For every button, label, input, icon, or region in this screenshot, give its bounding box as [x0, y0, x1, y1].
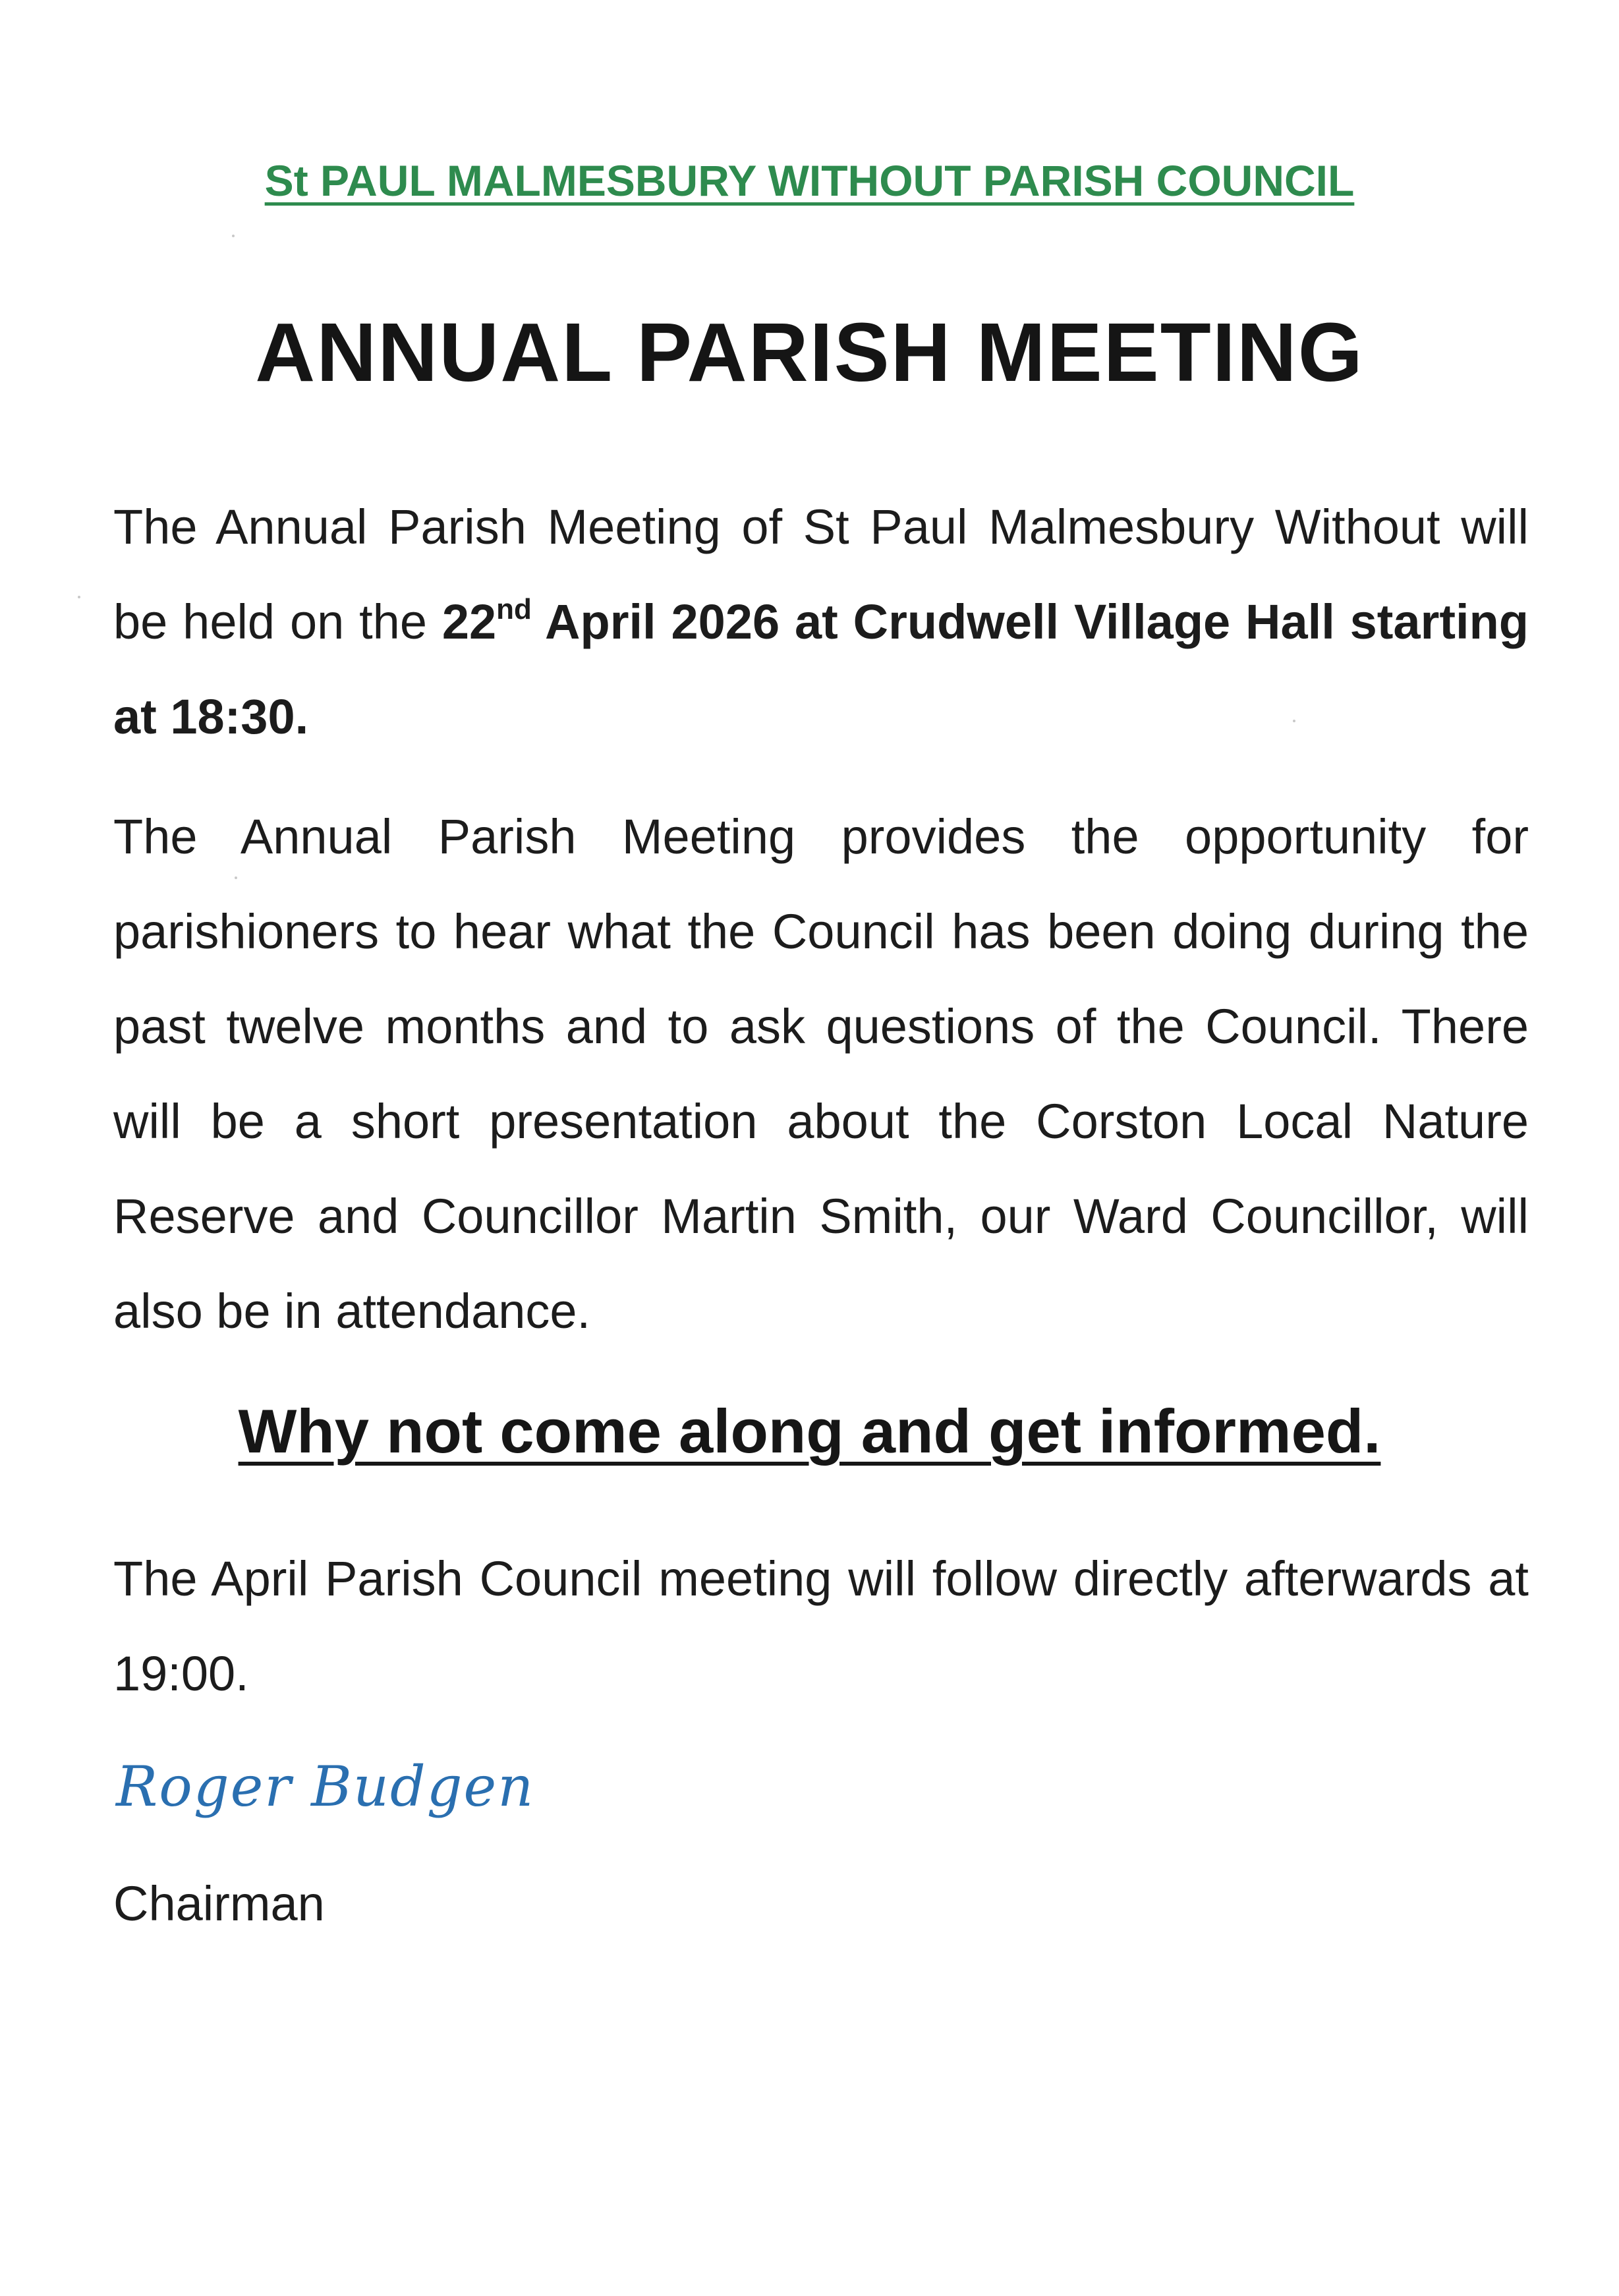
purpose-paragraph: The Annual Parish Meeting provides the opportunity for parishioners to hear what the Council has been doing during the past twelve months and to ask questions of the Council. There will be a short presentation about the Corston Local Nature Reserve and Councillor Martin Smith, our Ward Councillor, will also be in attendance.: [113, 809, 1529, 1338]
meeting-details-paragraph: [113, 480, 1529, 764]
page-title: ANNUAL PARISH MEETING: [255, 306, 1364, 399]
follow-up-paragraph: The April Parish Council meeting will follow directly afterwards at 19:00.: [113, 1551, 1529, 1701]
signatory-role: Chairman: [113, 1876, 325, 1931]
scan-speck: [1293, 720, 1295, 722]
meeting-date-suffix: nd: [496, 593, 532, 625]
council-name: St PAUL MALMESBURY WITHOUT PARISH COUNCIL: [264, 156, 1355, 205]
scan-speck: [78, 596, 80, 598]
meeting-venue-time: April 2026 at Crudwell Village Hall starting at 18:30.: [113, 594, 1529, 744]
chairman-signature: Roger Budgen: [116, 1754, 535, 1819]
scan-speck: [232, 235, 235, 237]
meeting-date-day: 22: [441, 594, 497, 649]
intro-text: The Annual Parish Meeting of St Paul Malmesbury Without will be held on the: [113, 500, 1529, 649]
scan-speck: [235, 876, 237, 879]
tagline: Why not come along and get informed.: [238, 1396, 1381, 1466]
